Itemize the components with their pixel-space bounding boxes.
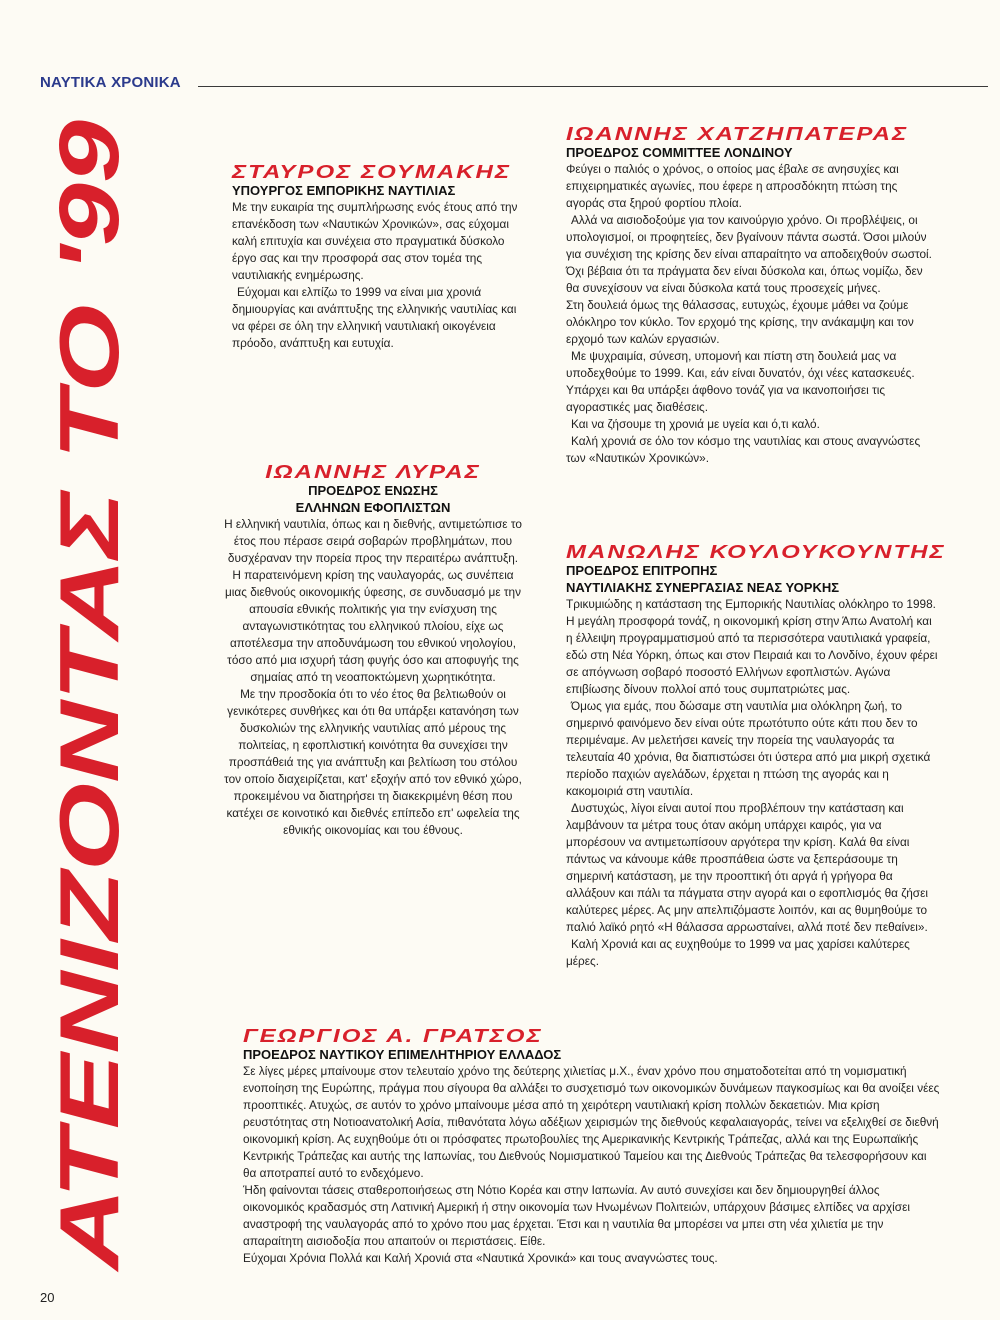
author-name: ΜΑΝΩΛΗΣ ΚΟΥΛΟΥΚΟΥΝΤΗΣ	[566, 541, 946, 563]
author-role: ΠΡΟΕΔΡΟΣ ΝΑΥΤΙΚΟΥ ΕΠΙΜΕΛΗΤΗΡΙΟΥ ΕΛΛΑΔΟΣ	[243, 1047, 562, 1062]
paragraph: Καλή Χρονιά και ας ευχηθούμε το 1999 να μας χαρίσει καλύτερες μέρες.	[566, 937, 910, 968]
magazine-title: ΝΑΥΤΙΚΑ ΧΡΟΝΙΚΑ	[40, 74, 181, 91]
paragraph: Σε λίγες μέρες μπαίνουμε στον τελευταίο χρόνο της δεύτερης χιλιετίας μ.Χ., έναν χρόνο που σηματοδοτείται από τη νομισματική ενοποίηση της Ευρώπης, πράγμα που σίγουρα θα αλλάξει το συσχετισμό των οικονομικών δυνάμεων παγκοσμίως και θα ανοίξει νέες προοπτικές. Ατυχώς, σε αυτόν το χρόνο μπαίνουμε μέσα από τη χειρότερη ναυτιλιακή κρίση πολλών δεκαετιών. Μια κρίση ρευστότητας στη Νοτιοανατολική Ασία, πιθανότατα λόγω αδέξιων χειρισμών της διεθνούς κεφαλαιαγοράς, τείνει να εξελιχθεί σε διεθνή οικονομική κρίση. Ας ευχηθούμε ότι οι πρόσφατες πρωτοβουλίες της Αμερικανικής Κεντρικής Τράπεζας, αλλά και της Ευρωπαϊκής Κεντρικής Τράπεζας και αυτής της Ιαπωνίας, του Διεθνούς Νομισματικού Ταμείου και της Διεθνούς Τράπεζας θα τελεσφορήσουν και θα αποτραπεί αυτό το ενδεχόμενο.	[243, 1064, 940, 1180]
author-role: ΠΡΟΕΔΡΟΣ COMMITTEE ΛΟΝΔΙΝΟΥ	[566, 145, 793, 160]
author-name: ΙΩΑΝΝΗΣ ΛΥΡΑΣ	[265, 461, 481, 483]
author-name: ΣΤΑΥΡΟΣ ΣΟΥΜΑΚΗΣ	[232, 161, 511, 183]
author-role: ΥΠΟΥΡΓΟΣ ΕΜΠΟΡΙΚΗΣ ΝΑΥΤΙΛΙΑΣ	[232, 183, 456, 198]
vertical-title	[42, 110, 136, 1270]
article-kouloukountis	[566, 538, 946, 970]
article-chatzipateras	[566, 120, 938, 467]
paragraph: Εύχομαι και ελπίζω το 1999 να είναι μια χρονιά δημιουργίας και ανάπτυξης της ελληνικής ναυτιλίας και να φέρει σε όλη την ελληνική ναυτιλιακή οικογένεια πρόοδο, ανάπτυξη και ευτυχία.	[232, 285, 517, 350]
vertical-title-text: ΑΤΕΝΙΖΟΝΤΑΣ ΤΟ '99	[42, 417, 136, 1270]
paragraph: Ήδη φαίνονται τάσεις σταθεροποιήσεως στη Νότιο Κορέα και στην Ιαπωνία. Αν αυτό συνεχίσει και δεν δημιουργηθεί άλλος οικονομικός κραδασμός στη Λατινική Αμερική ή στην οικονομία των Ηνωμένων Πολιτειών, υπάρχουν βάσιμες ελπίδες να αρχίσει αναστροφή της ναυλαγοράς από το χρόνο που μας έρχεται. Έτσι και η ναυτιλία θα μπορέσει να μπει στη νέα χιλιετία με την απαραίτητη αισιοδοξία που απαιτούν οι περιστάσεις. Είθε.	[243, 1183, 910, 1248]
author-role: ΕΛΛΗΝΩΝ ΕΦΟΠΛΙΣΤΩΝ	[295, 500, 451, 515]
author-role: ΠΡΟΕΔΡΟΣ ΕΠΙΤΡΟΠΗΣ	[566, 563, 718, 578]
paragraph: Αλλά να αισιοδοξούμε για τον καινούργιο χρόνο. Οι προβλέψεις, οι υπολογισμοί, οι προφητείες, δεν βγαίνουν πάντα σωστά. Όσοι μιλούν για συνέχιση της κρίσης δεν είναι απαραίτητο να αποδειχθούν σωστοί. Όχι βέβαια ότι τα πράγματα δεν είναι δύσκολα και, όπως νομίζω, δεν θα συνεχίσουν να είναι δύσκολα κατά τους προσεχείς μήνες.	[566, 213, 932, 295]
author-name: ΙΩΑΝΝΗΣ ΧΑΤΖΗΠΑΤΕΡΑΣ	[566, 123, 909, 145]
paragraph: Εύχομαι Χρόνια Πολλά και Καλή Χρονιά στα «Ναυτικά Χρονικά» και τους αναγνώστες τους.	[243, 1251, 718, 1265]
header-rule	[198, 86, 988, 87]
article-gratsos	[243, 1022, 943, 1267]
page-header	[40, 66, 988, 96]
paragraph: Φεύγει ο παλιός ο χρόνος, ο οποίος μας έβαλε σε ανησυχίες και επιχειρηματικές αγωνίες, που έφερε η απροσδόκητη πτώση της αγοράς στα ξηρού φορτίου πλοία.	[566, 162, 899, 210]
paragraph: Η ελληνική ναυτιλία, όπως και η διεθνής, αντιμετώπισε το έτος που πέρασε σειρά σοβαρών προβλημάτων, που δυσχέραναν την πορεία προς την περαιτέρω ανάπτυξη.	[224, 517, 522, 565]
author-name: ΓΕΩΡΓΙΟΣ Α. ΓΡΑΤΣΟΣ	[243, 1025, 543, 1047]
paragraph: Η παρατεινόμενη κρίση της ναυλαγοράς, ως συνέπεια μιας διεθνούς οικονομικής ύφεσης, σε συνδυασμό με την απουσία εθνικής πολιτικής για την ενίσχυση της ανταγωνιστικότητας του ελληνικού πλοίου, είχε ως αποτέλεσμα την αποδυνάμωση του εθνικού νηολογίου, τόσο από μια ισχυρή τάση φυγής όσο και αποφυγής της σημαίας από τη νεοαποκτώμενη χωρητικότητα.	[225, 568, 521, 684]
paragraph: Τρικυμιώδης η κατάσταση της Εμπορικής Ναυτιλίας ολόκληρο το 1998. Η μεγάλη προσφορά τονάζ, η οικονομική κρίση στην Άπω Ανατολή και η έλλειψη προγραμματισμού από τα περισσότερα ναυτιλιακά γραφεία, εδώ στη Νέα Υόρκη, όπως και στον Πειραιά και το Λονδίνο, έχουν φέρει σε απόγνωση σοβαρό ποσοστό Ελλήνων εφοπλιστών. Αγώνα επιβίωσης δίνουν πολλοί από τους συμπατριώτες μας.	[566, 597, 938, 696]
page-number: 20	[40, 1290, 55, 1305]
paragraph: Δυστυχώς, λίγοι είναι αυτοί που προβλέπουν την κατάσταση και λαμβάνουν τα μέτρα τους όταν ακόμη υπάρχει καιρός, για να μπορέσουν να αντιμετωπίσουν αργότερα την κρίση. Καλά θα είναι πάντως να κάνουμε κάθε προσπάθεια ώστε να ξεπεράσουμε τη σημερινή κατάσταση, με την προοπτική ότι αργά ή γρήγορα θα αλλάξουν και πάλι τα πάγματα στην αγορά και ο εφοπλισμός θα ζήσει καλύτερες μέρες. Ας μην απελπιζόμαστε λοιπόν, και ας θυμηθούμε το παλιό λαϊκό ρητό «Η θάλασσα αρρωσταίνει, αλλά ποτέ δεν πεθαίνει».	[566, 801, 928, 934]
paragraph: Με την προσδοκία ότι το νέο έτος θα βελτιωθούν οι γενικότερες συνθήκες και ότι θα υπάρξει κατανόηση των δυσκολιών της ελληνικής ναυτιλίας από μέρους της πολιτείας, η εφοπλιστική κοινότητα θα συνεχίσει την προσπάθειά της για ανάπτυξη και βελτίωση του στόλου τον οποίο διαχειρίζεται, κατ' εξοχήν από τον εθνικό χώρο, προκειμένου να διατηρήσει τη διακεκριμένη θέση που κατέχει σε κοινοτικό και διεθνές επίπεδο επ' ωφελεία της εθνικής οικονομίας και του έθνους.	[224, 687, 522, 837]
author-role: ΠΡΟΕΔΡΟΣ ΕΝΩΣΗΣ	[308, 483, 438, 498]
paragraph: Με ψυχραιμία, σύνεση, υπομονή και πίστη στη δουλειά μας να υποδεχθούμε το 1999. Και, εάν είναι δυνατόν, όχι νέες κατασκευές. Υπάρχει και θα υπάρξει άφθονο τονάζ για να ικανοποιήσει τις αγοραστικές μας διαθέσεις.	[566, 349, 915, 414]
paragraph: Με την ευκαιρία της συμπλήρωσης ενός έτους από την επανέκδοση των «Ναυτικών Χρονικών», σας εύχομαι καλή επιτυχία και συνέχεια στο πραγματικά δύσκολο έργο σας και την προσφορά σας στον τομέα της ναυτιλιακής ενημέρωσης.	[232, 200, 518, 282]
paragraph: Και να ζήσουμε τη χρονιά με υγεία και ό,τι καλό.	[571, 417, 820, 431]
paragraph: Όμως για εμάς, που δώσαμε στη ναυτιλία μια ολόκληρη ζωή, το σημερινό φαινόμενο δεν είναι ούτε πρωτότυπο ούτε κάτι που δεν το περιμέναμε. Αν μελετήσει κανείς την πορεία της ναυλαγοράς τα τελευταία 40 χρόνια, θα διαπιστώσει ότι ύστερα από μια μικρή σχετικά περίοδο παχιών αγελάδων, έρχεται η πτώση της αγοράς και η κακομοιριά στη ναυτιλία.	[566, 699, 931, 798]
article-lyras	[222, 458, 524, 839]
author-role: ΝΑΥΤΙΛΙΑΚΗΣ ΣΥΝΕΡΓΑΣΙΑΣ ΝΕΑΣ ΥΟΡΚΗΣ	[566, 580, 840, 595]
paragraph: Στη δουλειά όμως της θάλασσας, ευτυχώς, έχουμε μάθει να ζούμε ολόκληρο τον κύκλο. Τον ερχομό της κρίσης, την ανάκαμψη και τον ερχομό των καλών εργασιών.	[566, 298, 914, 346]
article-soumakis	[232, 158, 522, 352]
paragraph: Καλή χρονιά σε όλο τον κόσμο της ναυτιλίας και στους αναγνώστες των «Ναυτικών Χρονικών».	[566, 434, 921, 465]
